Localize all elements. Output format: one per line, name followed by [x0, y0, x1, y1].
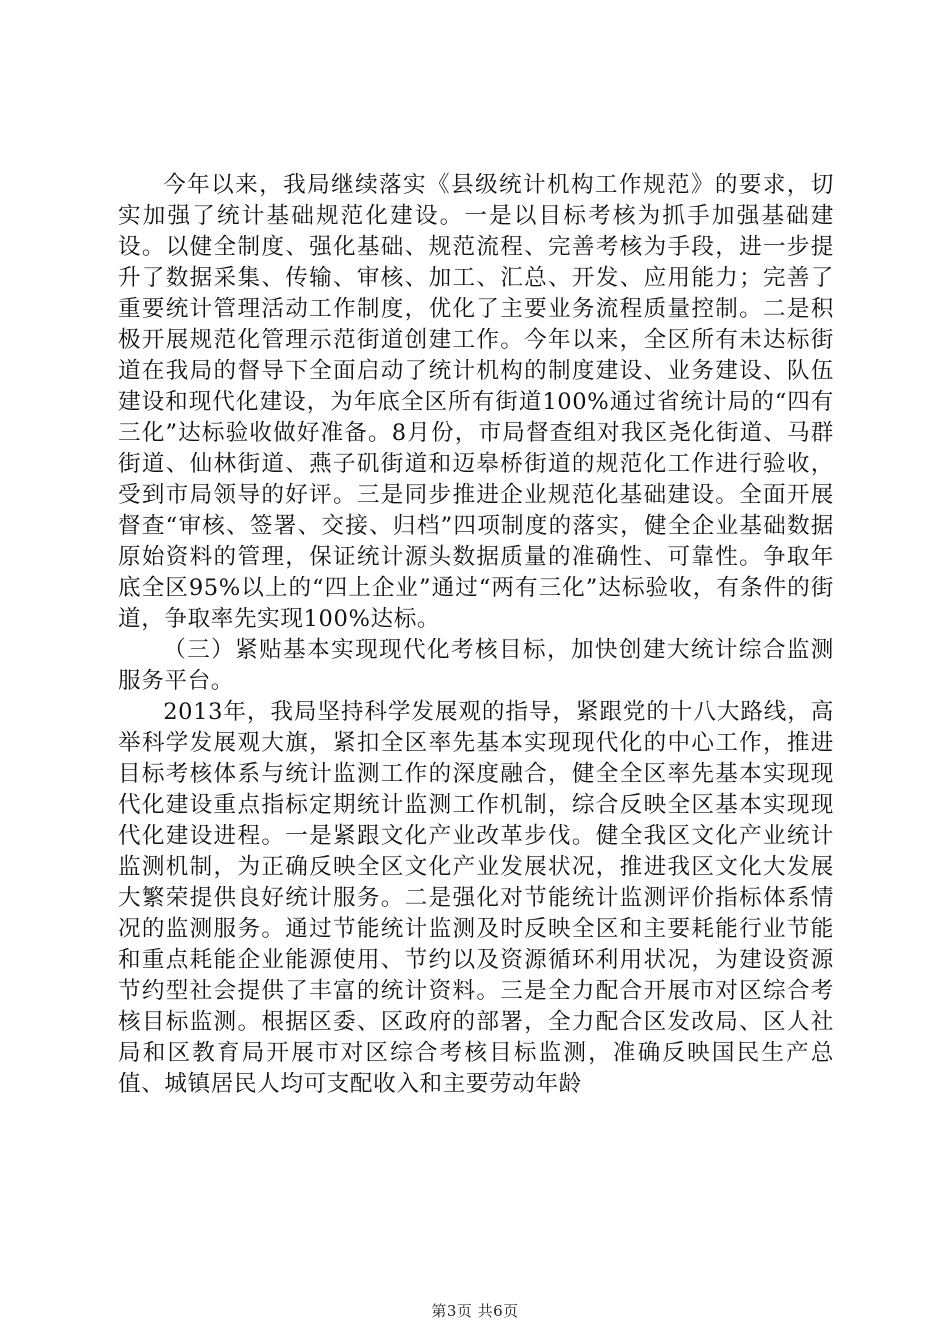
- paragraph-2013-monitoring: 2013年，我局坚持科学发展观的指导，紧跟党的十八大路线，高举科学发展观大旗，紧扣全区率先基本实现现代化的中心工作，推进目标考核体系与统计监测工作的深度融合，健全全区率先基本实现现代化建设重点指标定期统计监测工作机制，综合反映全区基本实现现代化建设进程。一是紧跟文化产业改革步伐。健全我区文化产业统计监测机制，为正确反映全区文化产业发展状况，推进我区文化大发展大繁荣提供良好统计服务。二是强化对节能统计监测评价指标体系情况的监测服务。通过节能统计监测及时反映全区和主要耗能行业节能和重点耗能企业能源使用、节约以及资源循环利用状况，为建设资源节约型社会提供了丰富的统计资料。三是全力配合开展市对区综合考核目标监测。根据区委、区政府的部署，全力配合区发改局、区人社局和区教育局开展市对区综合考核目标监测，准确反映国民生产总值、城镇居民人均可支配收入和主要劳动年龄: [118, 699, 834, 1097]
- page-footer: 第3页 共6页: [431, 1302, 519, 1320]
- paragraph-statistics-standardization: 今年以来，我局继续落实《县级统计机构工作规范》的要求，切实加强了统计基础规范化建设。一是以目标考核为抓手加强基础建设。以健全制度、强化基础、规范流程、完善考核为手段，进一步提升了数据采集、传输、审核、加工、汇总、开发、应用能力；完善了重要统计管理活动工作制度，优化了主要业务流程质量控制。二是积极开展规范化管理示范街道创建工作。今年以来，全区所有未达标街道在我局的督导下全面启动了统计机构的制度建设、业务建设、队伍建设和现代化建设，为年底全区所有街道100%通过省统计局的“四有三化”达标验收做好准备。8月份，市局督查组对我区尧化街道、马群街道、仙林街道、燕子矶街道和迈皋桥街道的规范化工作进行验收，受到市局领导的好评。三是同步推进企业规范化基础建设。全面开展督查“审核、签署、交接、归档”四项制度的落实，健全企业基础数据原始资料的管理，保证统计源头数据质量的准确性、可靠性。争取年底全区95%以上的“四上企业”通过“两有三化”达标验收，有条件的街道，争取率先实现100%达标。: [118, 172, 834, 632]
- document-body: [118, 170, 834, 1100]
- section-heading-three: （三）紧贴基本实现现代化考核目标，加快创建大统计综合监测服务平台。: [118, 637, 834, 694]
